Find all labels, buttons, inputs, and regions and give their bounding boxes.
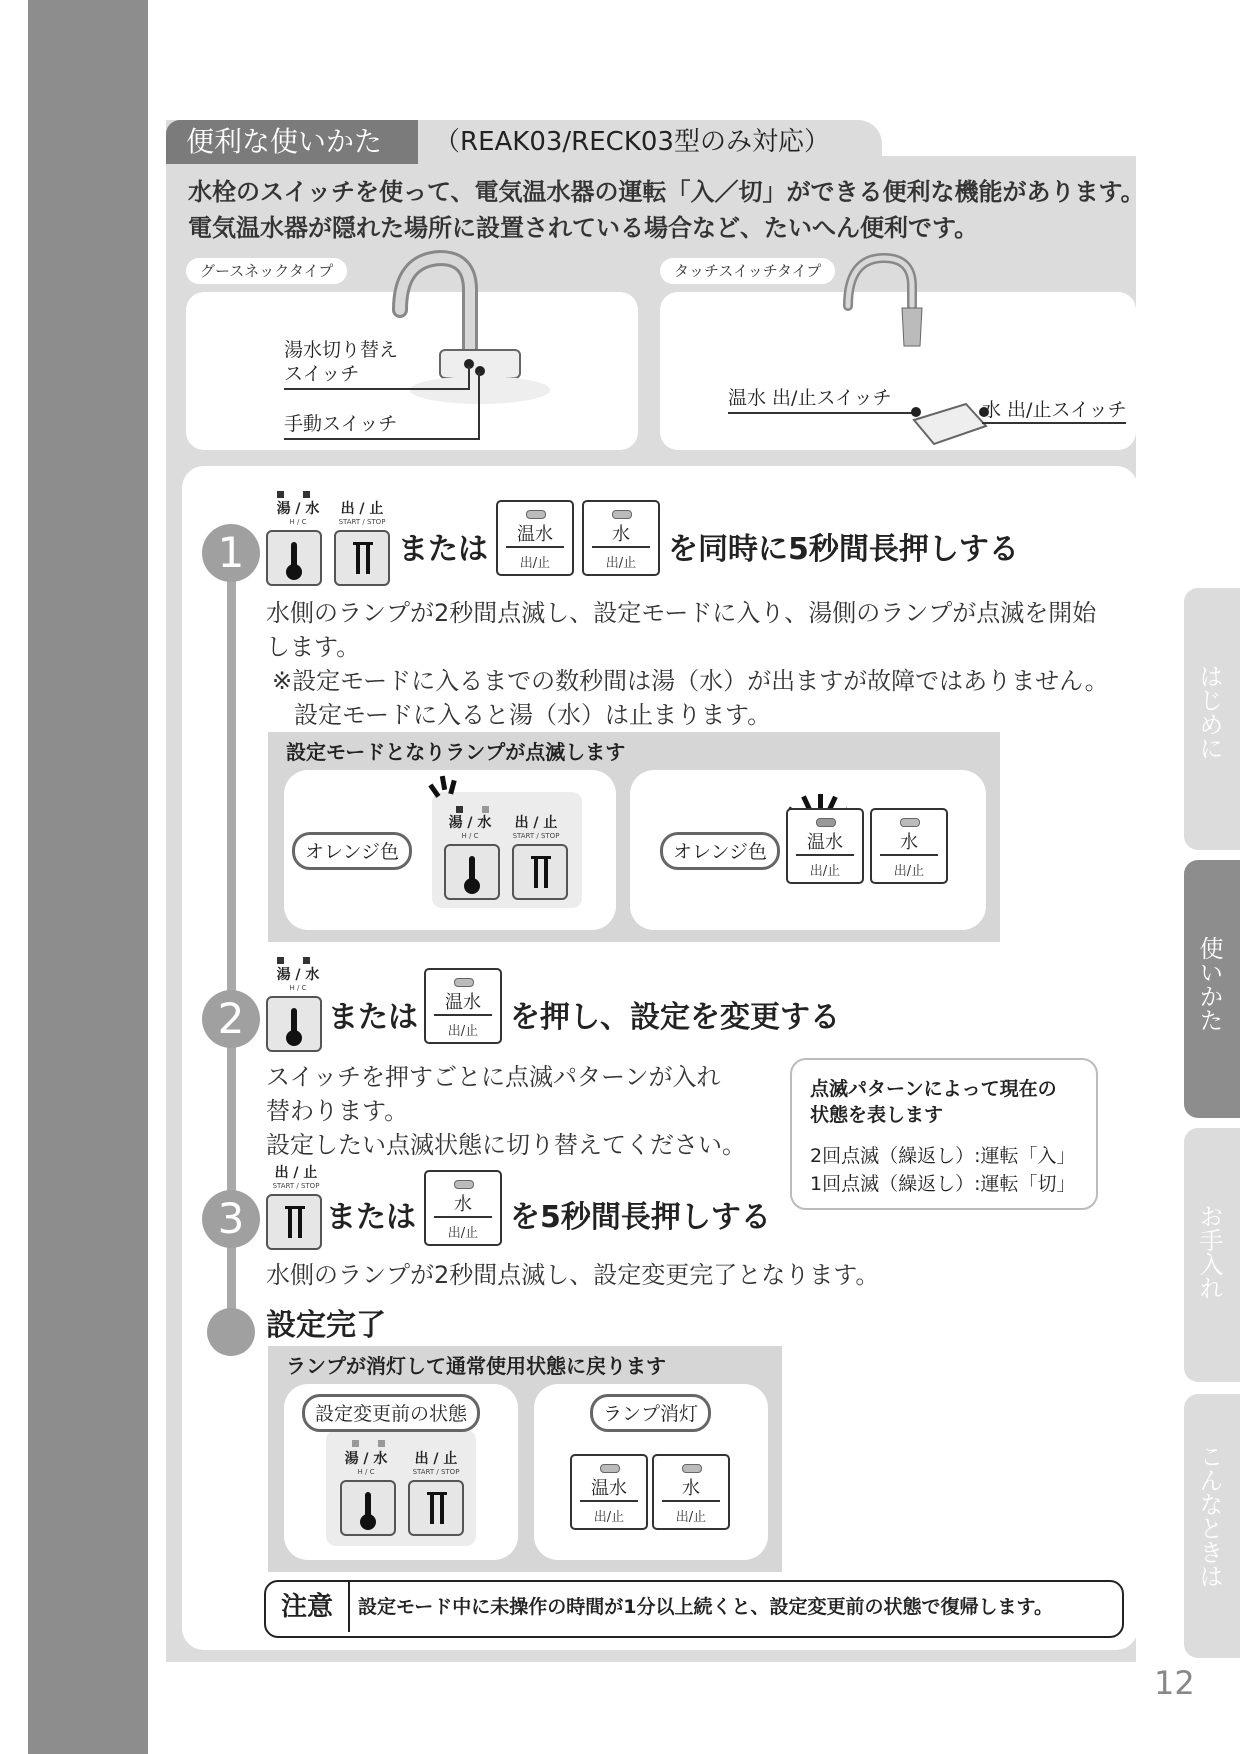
hot-cold-switch-label: 湯水切り替え スイッチ xyxy=(284,339,399,385)
water-touch-button[interactable]: 水 出/止 xyxy=(870,808,948,884)
caution-box xyxy=(264,1580,1124,1638)
hot-cold-key-label: 湯 / 水 xyxy=(276,501,320,517)
start-stop-button[interactable] xyxy=(334,530,390,586)
page-title: 便利な使いかた xyxy=(166,120,418,164)
leader-line xyxy=(982,422,1126,424)
start-stop-key-label: 出 / 止 xyxy=(274,1165,318,1181)
touch-faucet-illustration xyxy=(834,246,934,356)
step-2-description: スイッチを押すごとに点滅パターンが入れ 替わります。 設定したい点滅状態に切り替えてください。 xyxy=(266,1063,746,1159)
intro-text: 水栓のスイッチを使って、電気温水器の運転「入／切」ができる便利な機能があります。 電気温水器が隠れた場所に設置されている場合など、たいへん便利です。 xyxy=(188,178,1145,242)
hot-cold-key-sub: H / C xyxy=(357,1468,375,1476)
step-1-description: 水側のランプが2秒間点滅し、設定モードに入り、湯側のランプが点滅を開始 します。 xyxy=(266,599,1097,661)
start-stop-key-sub: START / STOP xyxy=(338,518,386,526)
leader-line xyxy=(284,388,470,390)
lamp-indicator xyxy=(352,1440,359,1447)
orange-callout: オレンジ色 xyxy=(292,832,412,870)
leader-line xyxy=(478,372,480,440)
water-switch-label: 水 出/止スイッチ xyxy=(982,399,1127,421)
before-change-callout: 設定変更前の状態 xyxy=(302,1394,480,1432)
warm-touch-button[interactable]: 温水 出/止 xyxy=(786,808,864,884)
start-stop-key-sub: START / STOP xyxy=(412,1468,460,1476)
side-tab-usage[interactable]: 使いかた xyxy=(1184,860,1240,1118)
lamp-indicator xyxy=(482,806,489,813)
side-tab-troubleshooting[interactable]: こんなときは xyxy=(1184,1394,1240,1658)
side-tab-care[interactable]: お手入れ xyxy=(1184,1128,1240,1382)
hot-cold-key-sub: H / C xyxy=(289,518,307,526)
start-stop-key-label: 出 / 止 xyxy=(340,501,384,517)
hot-cold-key-label: 湯 / 水 xyxy=(448,815,492,831)
step-3-action: を5秒間長押しする xyxy=(510,1200,771,1235)
gooseneck-type-label: グースネックタイプ xyxy=(186,258,347,284)
step-1-or: または xyxy=(398,532,488,567)
warm-switch-label: 温水 出/止スイッチ xyxy=(728,387,892,409)
orange-callout: オレンジ色 xyxy=(660,832,780,870)
setting-mode-title: 設定モードとなりランプが点滅します xyxy=(286,740,626,764)
start-stop-button[interactable] xyxy=(512,844,568,900)
caution-text: 設定モード中に未操作の時間が1分以上続くと、設定変更前の状態で復帰します。 xyxy=(358,1596,1053,1618)
warm-touch-button[interactable]: 温水 出/止 xyxy=(424,968,502,1044)
start-stop-button[interactable] xyxy=(266,1194,322,1250)
leader-line xyxy=(728,412,912,414)
lamp-indicator xyxy=(277,957,284,964)
touch-type-label: タッチスイッチタイプ xyxy=(660,258,835,284)
hot-cold-key-label: 湯 / 水 xyxy=(276,967,320,983)
warm-touch-button[interactable]: 温水 出/止 xyxy=(496,500,574,576)
water-touch-button[interactable]: 水 出/止 xyxy=(652,1454,730,1530)
left-margin-bar xyxy=(28,0,148,1754)
touch-switch-illustration xyxy=(906,398,992,450)
hot-cold-button[interactable] xyxy=(266,530,322,586)
start-stop-button[interactable] xyxy=(408,1480,464,1536)
water-touch-button[interactable]: 水 出/止 xyxy=(424,1170,502,1246)
step-2-number: 2 xyxy=(202,990,260,1048)
complete-dot xyxy=(207,1308,255,1356)
hot-cold-key-sub: H / C xyxy=(461,832,479,840)
side-tab-intro[interactable]: はじめに xyxy=(1184,588,1240,850)
lamp-off-callout: ランプ消灯 xyxy=(590,1394,711,1432)
water-touch-button[interactable]: 水 出/止 xyxy=(582,500,660,576)
step-1-note: ※設定モードに入るまでの数秒間は湯（水）が出ますが故障ではありません。 設定モードに入ると湯（水）は止まります。 xyxy=(272,667,1109,729)
page-subtitle: （REAK03/RECK03型のみ対応） xyxy=(434,127,830,157)
step-3-number: 3 xyxy=(202,1190,260,1248)
hot-cold-key-label: 湯 / 水 xyxy=(344,1451,388,1467)
start-stop-key-sub: START / STOP xyxy=(272,1182,320,1190)
start-stop-key-sub: START / STOP xyxy=(512,832,560,840)
page-number: 12 xyxy=(1154,1664,1195,1702)
hot-cold-key-sub: H / C xyxy=(289,984,307,992)
complete-title: 設定完了 xyxy=(266,1308,386,1343)
start-stop-key-label: 出 / 止 xyxy=(514,815,558,831)
step-3-description: 水側のランプが2秒間点滅し、設定変更完了となります。 xyxy=(266,1261,880,1289)
complete-box-title: ランプが消灯して通常使用状態に戻ります xyxy=(286,1354,666,1378)
lamp-indicator xyxy=(277,491,284,498)
lamp-indicator xyxy=(456,806,463,813)
lamp-indicator xyxy=(303,491,310,498)
step-3-or: または xyxy=(326,1200,416,1235)
step-2-action: を押し、設定を変更する xyxy=(510,1000,840,1035)
lamp-indicator xyxy=(378,1440,385,1447)
hot-cold-button[interactable] xyxy=(340,1480,396,1536)
step-1-number: 1 xyxy=(202,524,260,582)
warm-touch-button[interactable]: 温水 出/止 xyxy=(570,1454,648,1530)
manual-switch-label: 手動スイッチ xyxy=(284,413,398,435)
leader-line xyxy=(468,366,470,390)
caution-tag: 注意 xyxy=(266,1582,350,1632)
step-2-or: または xyxy=(328,1000,418,1035)
hot-cold-button[interactable] xyxy=(266,996,322,1052)
start-stop-key-label: 出 / 止 xyxy=(414,1451,458,1467)
leader-line xyxy=(284,438,480,440)
blink-pattern-info-box: 点滅パターンによって現在の 状態を表します 2回点滅（繰返し）:運転「入」 1回点滅（繰返し）:運転「切」 xyxy=(790,1058,1098,1210)
hot-cold-button[interactable] xyxy=(444,844,500,900)
step-1-action: を同時に5秒間長押しする xyxy=(668,532,1019,567)
lamp-indicator xyxy=(303,957,310,964)
